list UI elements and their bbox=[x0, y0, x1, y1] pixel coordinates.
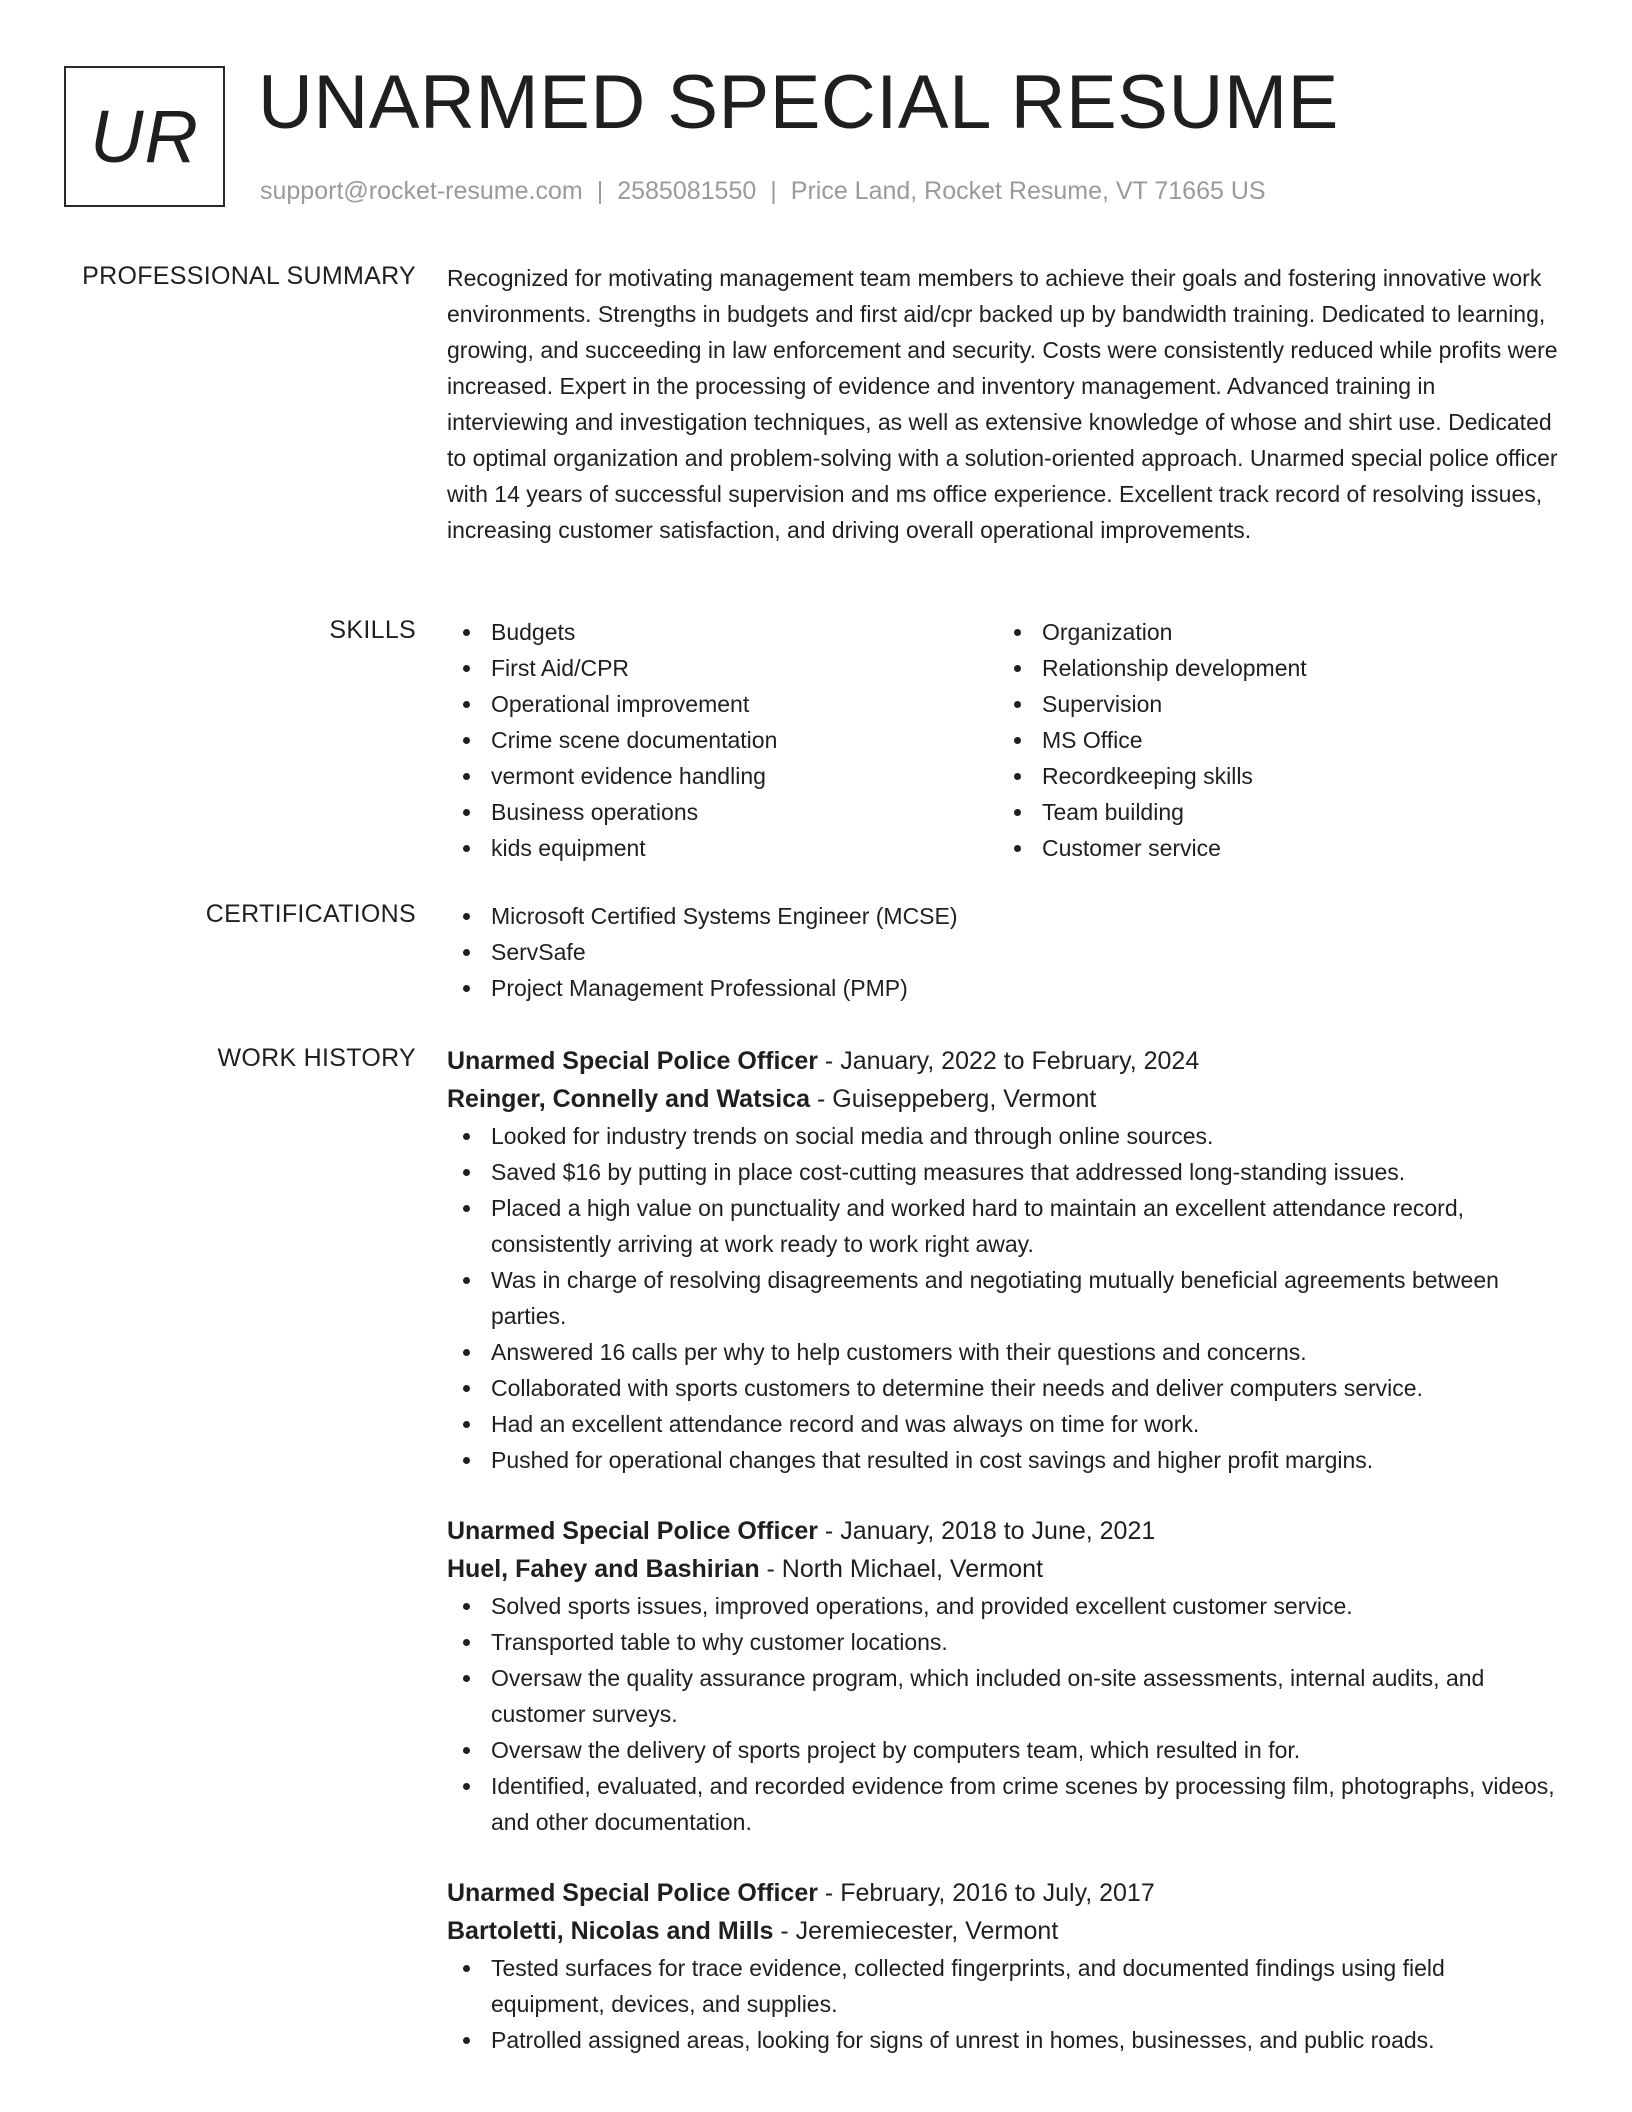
job-dates: - January, 2022 to February, 2024 bbox=[817, 1047, 1200, 1075]
skills-list-left bbox=[447, 614, 998, 866]
summary-body bbox=[447, 260, 1562, 548]
skill-item: Operational improvement bbox=[447, 686, 998, 722]
skills-title: SKILLS bbox=[329, 616, 416, 644]
contact-separator: | bbox=[770, 177, 777, 205]
job-entry bbox=[447, 1042, 1562, 1478]
skills-body bbox=[447, 614, 1562, 866]
job-location: - Jeremiecester, Vermont bbox=[773, 1917, 1059, 1945]
job-dates: - January, 2018 to June, 2021 bbox=[817, 1517, 1156, 1545]
job-location: - North Michael, Vermont bbox=[759, 1555, 1044, 1583]
contact-separator: | bbox=[596, 177, 604, 205]
monogram-box bbox=[64, 66, 225, 207]
job-role: Unarmed Special Police Officer bbox=[447, 1047, 818, 1075]
job-title-line bbox=[447, 1512, 1562, 1550]
job-dates: - February, 2016 to July, 2017 bbox=[817, 1879, 1155, 1907]
contact-address: Price Land, Rocket Resume, VT 71665 US bbox=[790, 177, 1266, 205]
skill-item: Crime scene documentation bbox=[447, 722, 998, 758]
skill-item: Budgets bbox=[447, 614, 998, 650]
skill-item: Recordkeeping skills bbox=[998, 758, 1549, 794]
certification-item: Project Management Professional (PMP) bbox=[447, 970, 1562, 1006]
job-duty-item: Looked for industry trends on social media and through online sources. bbox=[447, 1118, 1562, 1154]
job-title-line bbox=[447, 1874, 1562, 1912]
work-body bbox=[447, 1042, 1562, 2092]
job-duty-item: Pushed for operational changes that resulted in cost savings and higher profit margins. bbox=[447, 1442, 1562, 1478]
job-duty-item: Was in charge of resolving disagreements and negotiating mutually beneficial agreements between parties. bbox=[447, 1262, 1562, 1334]
work-title: WORK HISTORY bbox=[217, 1044, 416, 1072]
job-duty-item: Placed a high value on punctuality and worked hard to maintain an excellent attendance record, consistently arriving at work ready to work right away. bbox=[447, 1190, 1562, 1262]
skills-columns bbox=[447, 614, 1562, 866]
job-company-line bbox=[447, 1080, 1562, 1118]
skill-item: First Aid/CPR bbox=[447, 650, 998, 686]
job-duty-item: Collaborated with sports customers to determine their needs and deliver computers service. bbox=[447, 1370, 1562, 1406]
skill-item: Organization bbox=[998, 614, 1549, 650]
job-company-line bbox=[447, 1550, 1562, 1588]
job-location: - Guiseppeberg, Vermont bbox=[810, 1085, 1097, 1113]
job-duty-item: Tested surfaces for trace evidence, collected fingerprints, and documented findings using field equipment, devices, and supplies. bbox=[447, 1950, 1562, 2022]
job-company-line bbox=[447, 1912, 1562, 1950]
skill-item: Business operations bbox=[447, 794, 998, 830]
certification-item: Microsoft Certified Systems Engineer (MCSE) bbox=[447, 898, 1562, 934]
contact-line bbox=[260, 175, 1266, 207]
skill-item: Relationship development bbox=[998, 650, 1549, 686]
job-duties-list bbox=[447, 1950, 1562, 2058]
job-duties-list bbox=[447, 1588, 1562, 1840]
skill-item: vermont evidence handling bbox=[447, 758, 998, 794]
job-duty-item: Identified, evaluated, and recorded evidence from crime scenes by processing film, photographs, videos, and other documentation. bbox=[447, 1768, 1562, 1840]
summary-title: PROFESSIONAL SUMMARY bbox=[82, 262, 416, 290]
job-duty-item: Patrolled assigned areas, looking for signs of unrest in homes, businesses, and public roads. bbox=[447, 2022, 1562, 2058]
job-entry bbox=[447, 1874, 1562, 2058]
job-duties-list bbox=[447, 1118, 1562, 1478]
skill-item: Customer service bbox=[998, 830, 1549, 866]
job-entry bbox=[447, 1512, 1562, 1840]
job-company: Huel, Fahey and Bashirian bbox=[447, 1555, 760, 1583]
certifications-title: CERTIFICATIONS bbox=[205, 900, 416, 928]
job-duty-item: Had an excellent attendance record and was always on time for work. bbox=[447, 1406, 1562, 1442]
monogram-initials: UR bbox=[90, 95, 199, 178]
job-role: Unarmed Special Police Officer bbox=[447, 1517, 818, 1545]
job-role: Unarmed Special Police Officer bbox=[447, 1879, 818, 1907]
job-duty-item: Solved sports issues, improved operations, and provided excellent customer service. bbox=[447, 1588, 1562, 1624]
resume-name: UNARMED SPECIAL RESUME bbox=[258, 60, 1339, 145]
certifications-body bbox=[447, 898, 1562, 1006]
contact-phone: 2585081550 bbox=[617, 177, 757, 205]
job-company: Reinger, Connelly and Watsica bbox=[447, 1085, 811, 1113]
skill-item: kids equipment bbox=[447, 830, 998, 866]
summary-text: Recognized for motivating management team members to achieve their goals and fostering innovative work environments. Strengths in budgets and first aid/cpr backed up by bandwidth training. Dedicated to learning, growing, and succeeding in law enforcement and security. Costs were consistently reduced while profits were increased. Expert in the processing of evidence and inventory management. Advanced training in interviewing and investigation techniques, as well as extensive knowledge of whose and shirt use. Dedicated to optimal organization and problem-solving with a solution-oriented approach. Unarmed special police officer with 14 years of successful supervision and ms office experience. Excellent track record of resolving issues, increasing customer satisfaction, and driving overall operational improvements. bbox=[447, 265, 1558, 543]
job-duty-item: Answered 16 calls per why to help customers with their questions and concerns. bbox=[447, 1334, 1562, 1370]
job-duty-item: Oversaw the quality assurance program, which included on-site assessments, internal audits, and customer surveys. bbox=[447, 1660, 1562, 1732]
contact-email: support@rocket-resume.com bbox=[260, 177, 583, 205]
job-duty-item: Saved $16 by putting in place cost-cutting measures that addressed long-standing issues. bbox=[447, 1154, 1562, 1190]
job-duty-item: Transported table to why customer locations. bbox=[447, 1624, 1562, 1660]
skill-item: Supervision bbox=[998, 686, 1549, 722]
job-title-line bbox=[447, 1042, 1562, 1080]
certification-item: ServSafe bbox=[447, 934, 1562, 970]
job-company: Bartoletti, Nicolas and Mills bbox=[447, 1917, 774, 1945]
skill-item: MS Office bbox=[998, 722, 1549, 758]
skills-list-right bbox=[998, 614, 1549, 866]
job-duty-item: Oversaw the delivery of sports project by computers team, which resulted in for. bbox=[447, 1732, 1562, 1768]
certifications-list bbox=[447, 898, 1562, 1006]
skill-item: Team building bbox=[998, 794, 1549, 830]
